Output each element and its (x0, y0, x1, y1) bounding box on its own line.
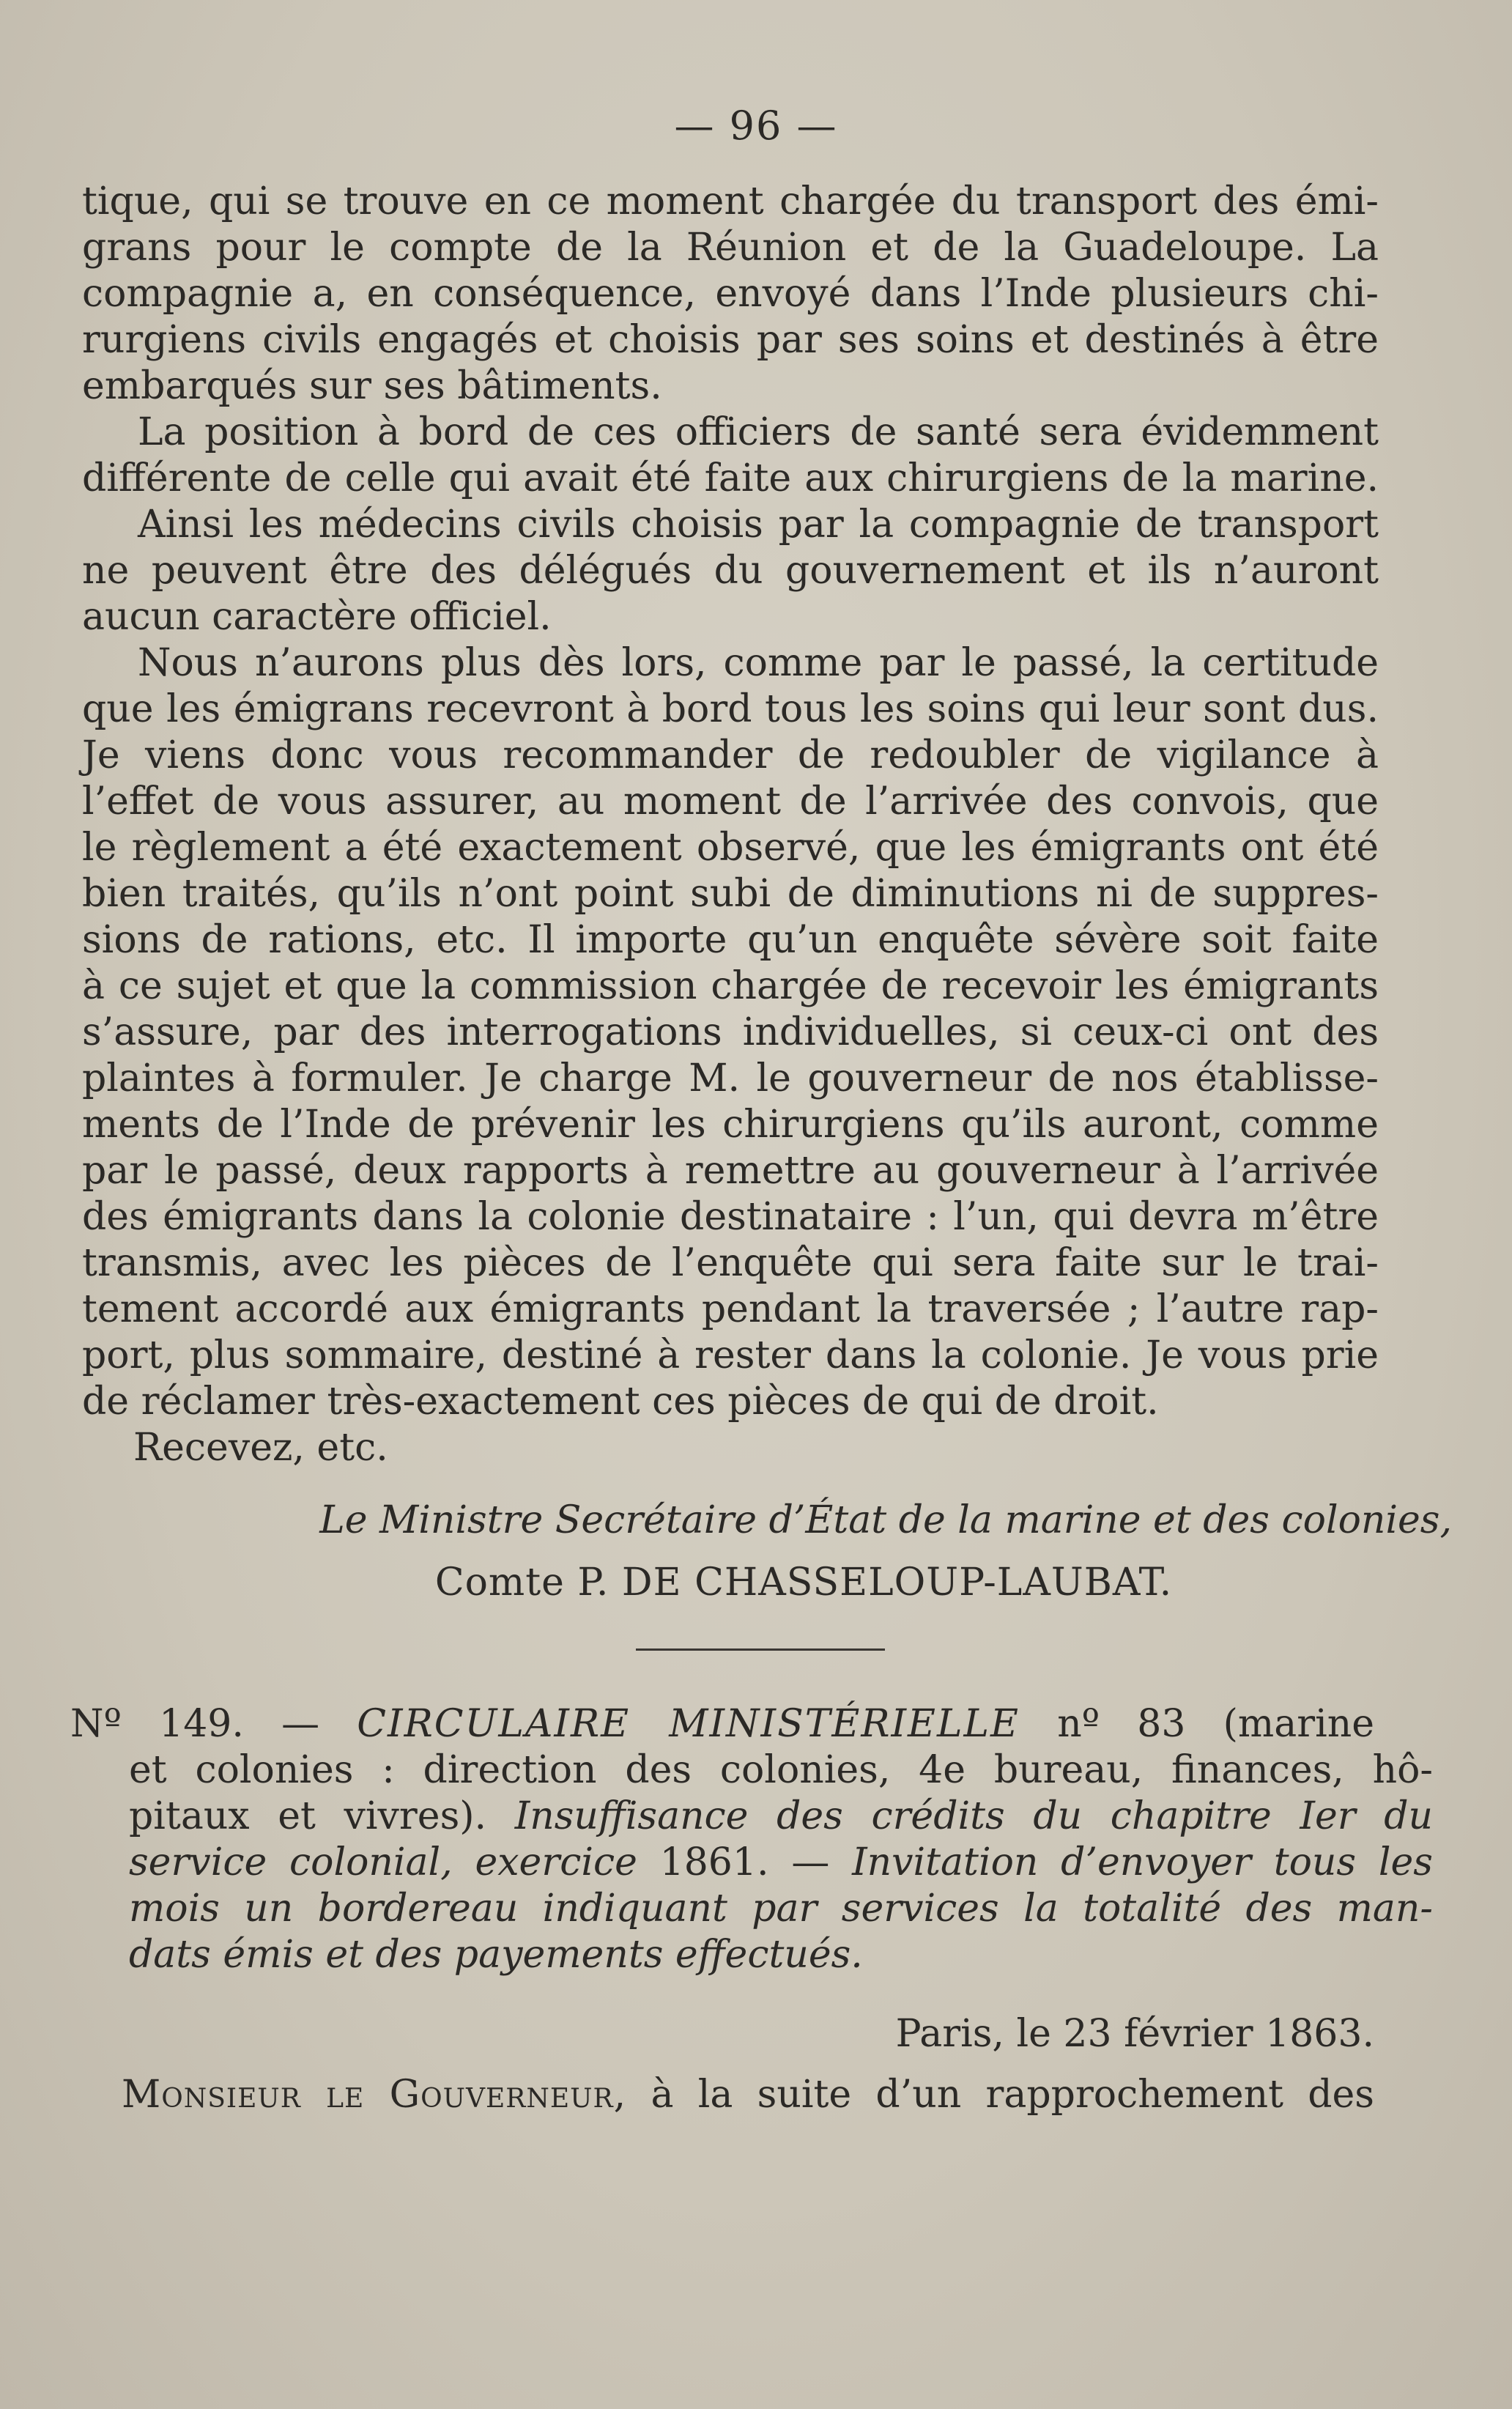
circular-line: et colonies : direction des colonies, 4e bureau, finances, hô- (129, 1748, 1433, 1792)
body-line: sions de rations, etc. Il importe qu’un enquête sévère soit faite (82, 918, 1379, 962)
body-line: rurgiens civils engagés et choisis par ses soins et destinés à être (82, 318, 1379, 362)
body-line: que les émigrans recevront à bord tous les soins qui leur sont dus. (82, 687, 1379, 731)
page-number: — 96 — (674, 103, 838, 149)
circular-line: mois un bordereau indiquant par services la totalité des man- (129, 1887, 1433, 1931)
body-line: Je viens donc vous recommander de redoubler de vigilance à (82, 733, 1379, 777)
body-line: le règlement a été exactement observé, que les émigrants ont été (82, 826, 1379, 870)
body-line: de réclamer très-exactement ces pièces de qui de droit. (82, 1380, 1159, 1424)
circular-italic-text: Invitation d’envoyer tous les (852, 1840, 1433, 1884)
opening-line (122, 2072, 1374, 2118)
circular-ref: nº 83 (marine (1057, 1702, 1374, 1746)
circular-roman-text: pitaux et vivres). (129, 1794, 487, 1838)
body-line: port, plus sommaire, destiné à rester dans la colonie. Je vous prie (82, 1333, 1379, 1377)
body-line: l’effet de vous assurer, au moment de l’arrivée des convois, que (82, 780, 1379, 824)
body-line: embarqués sur ses bâtiments. (82, 364, 662, 408)
body-line: à ce sujet et que la commission chargée de recevoir les émigrants (82, 964, 1379, 1008)
section-divider (636, 1648, 885, 1651)
circular-kind: CIRCULAIRE MINISTÉRIELLE (357, 1702, 1020, 1746)
circular-italic-text: Insuffisance des crédits du chapitre Ier du (514, 1794, 1433, 1838)
body-line: bien traités, qu’ils n’ont point subi de diminutions ni de suppres- (82, 872, 1379, 916)
opening-text: à la suite d’un rapprochement des (651, 2073, 1374, 2117)
circular-line: dats émis et des payements effectués. (129, 1933, 863, 1977)
salutation: Monsieur le Gouverneur, (122, 2073, 627, 2117)
body-line: tique, qui se trouve en ce moment chargée du transport des émi- (82, 180, 1379, 223)
body-line: grans pour le compte de la Réunion et de la Guadeloupe. La (82, 226, 1379, 270)
body-line: aucun caractère officiel. (82, 595, 552, 639)
body-line: La position à bord de ces officiers de santé sera évidemment (138, 410, 1379, 454)
body-line: par le passé, deux rapports à remettre au gouverneur à l’arrivée (82, 1149, 1379, 1193)
circular-number: Nº 149. (70, 1702, 244, 1746)
circular-dash: — (281, 1702, 320, 1746)
circular-year: 1861. (659, 1840, 769, 1884)
body-line: plaintes à formuler. Je charge M. le gouverneur de nos établisse- (82, 1057, 1379, 1100)
body-line: des émigrants dans la colonie destinataire : l’un, qui devra m’être (82, 1195, 1379, 1239)
signature-name: Comte P. DE CHASSELOUP-LAUBAT. (434, 1561, 1173, 1605)
body-line: Ainsi les médecins civils choisis par la compagnie de transport (138, 503, 1379, 547)
body-line: s’assure, par des interrogations individuelles, si ceux-ci ont des (82, 1010, 1379, 1054)
body-line: ne peuvent être des délégués du gouvernement et ils n’auront (82, 549, 1379, 593)
circular-dash-2: — (791, 1840, 830, 1884)
circular-heading-line (70, 1701, 1374, 1747)
body-line: transmis, avec les pièces de l’enquête qui sera faite sur le trai- (82, 1241, 1379, 1285)
circular-line (129, 1794, 1433, 1840)
body-line: différente de celle qui avait été faite aux chirurgiens de la marine. (82, 456, 1379, 500)
body-line: ments de l’Inde de prévenir les chirurgiens qu’ils auront, comme (82, 1103, 1379, 1147)
circular-line (129, 1840, 1433, 1886)
date-line: Paris, le 23 février 1863. (895, 2012, 1374, 2056)
closing-line: Recevez, etc. (133, 1426, 388, 1470)
body-line: Nous n’aurons plus dès lors, comme par le passé, la certitude (138, 641, 1379, 685)
circular-italic-text: service colonial, exercice (129, 1840, 637, 1884)
signature-title: Le Ministre Secrétaire d’État de la marine et des colonies, (319, 1498, 1452, 1542)
body-line: compagnie a, en conséquence, envoyé dans l’Inde plusieurs chi- (82, 272, 1379, 316)
body-line: tement accordé aux émigrants pendant la traversée ; l’autre rap- (82, 1287, 1379, 1331)
